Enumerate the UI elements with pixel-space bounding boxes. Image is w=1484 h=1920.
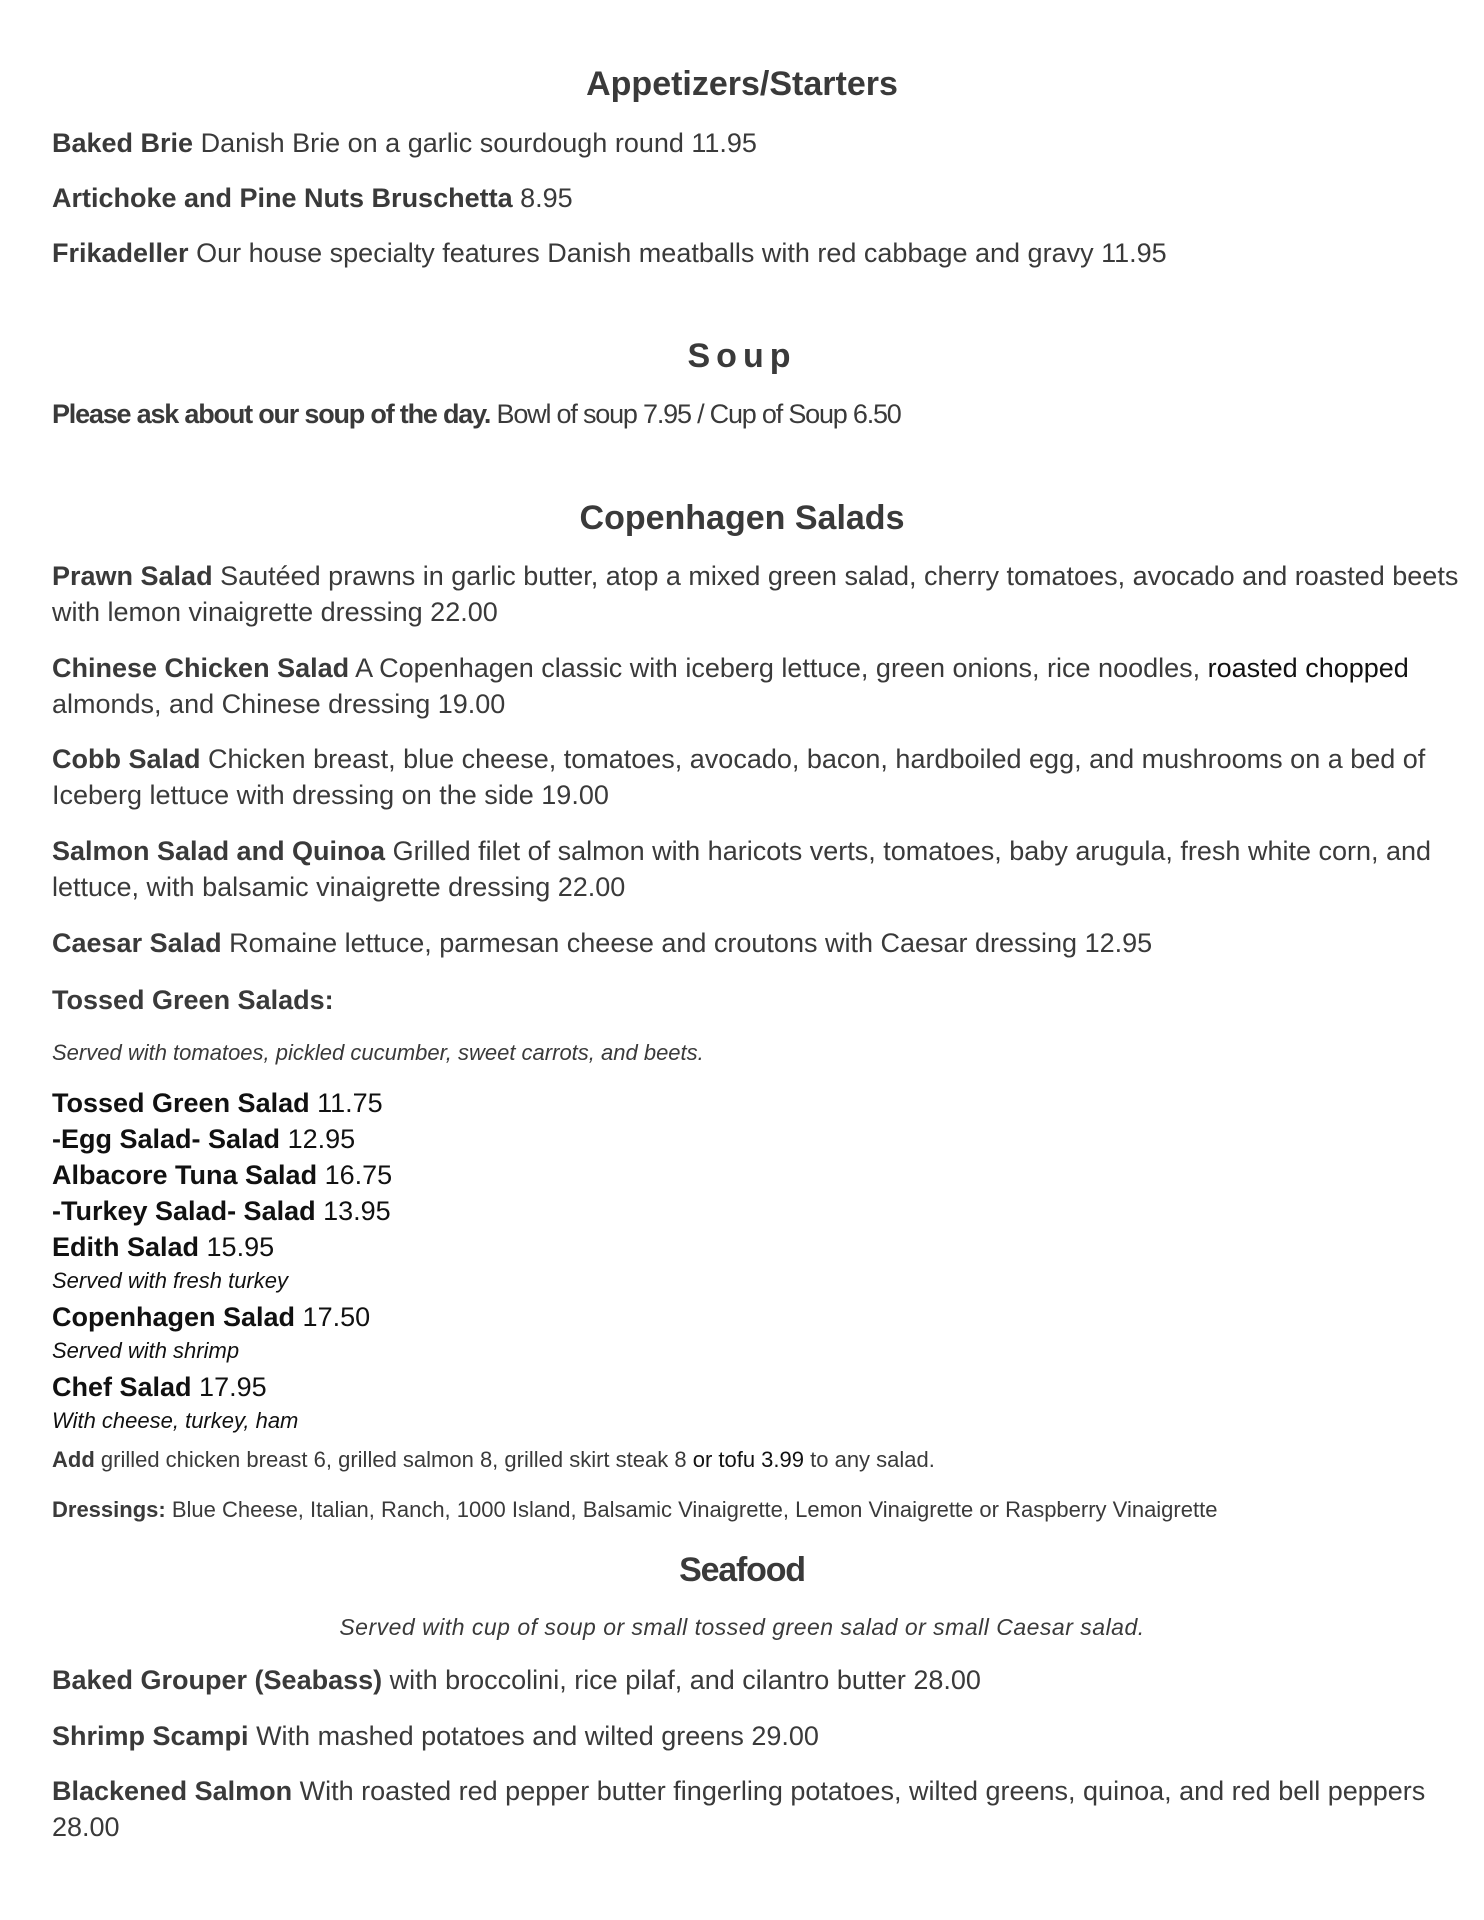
item-desc: almonds, and Chinese dressing 19.00	[52, 689, 506, 719]
item-name: Prawn Salad	[52, 561, 213, 591]
seafood-heading: Seafood	[679, 1551, 805, 1589]
item-price: 17.95	[191, 1372, 267, 1402]
item-name: Shrimp Scampi	[52, 1721, 249, 1751]
item-desc: With mashed potatoes and wilted greens 29.00	[248, 1721, 819, 1751]
appetizers-heading: Appetizers/Starters	[586, 65, 898, 103]
item-name: Chef Salad	[52, 1372, 192, 1402]
tossed-item	[52, 1157, 1452, 1193]
dressings-list: Blue Cheese, Italian, Ranch, 1000 Island, Balsamic Vinaigrette, Lemon Vinaigrette or Raspberry Vinaigrette	[165, 1497, 1218, 1522]
add-tofu: or tofu 3.99	[692, 1447, 805, 1472]
tossed-item	[52, 1229, 1452, 1265]
item-name: Edith Salad	[52, 1232, 200, 1262]
item-desc: with lemon vinaigrette dressing 22.00	[52, 597, 498, 627]
item-name: Chinese Chicken Salad	[52, 653, 350, 683]
item-desc: 28.00	[52, 1812, 120, 1842]
item-price: 15.95	[199, 1232, 275, 1262]
item-name: Frikadeller	[52, 238, 189, 268]
item-desc: A Copenhagen classic with iceberg lettuce, green onions, rice noodles,	[349, 653, 1208, 683]
tossed-item	[52, 1121, 1452, 1157]
seafood-item	[52, 1662, 1452, 1698]
item-desc: lettuce, with balsamic vinaigrette dressing 22.00	[52, 872, 626, 902]
seafood-item	[52, 1718, 1452, 1754]
salad-item-cont	[52, 594, 1452, 630]
item-name: Blackened Salmon	[52, 1776, 293, 1806]
salad-item	[52, 650, 1452, 686]
item-desc: Romaine lettuce, parmesan cheese and croutons with Caesar dressing 12.95	[221, 928, 1153, 958]
item-desc: with broccolini, rice pilaf, and cilantro butter 28.00	[382, 1665, 981, 1695]
add-label: Add	[52, 1447, 95, 1472]
salad-item-cont	[52, 869, 1452, 905]
tossed-item	[52, 1299, 1452, 1335]
item-price: 17.50	[295, 1302, 371, 1332]
soup-prices: Bowl of soup 7.95 / Cup of Soup 6.50	[490, 399, 901, 429]
soup-heading: Soup	[687, 337, 797, 375]
salads-heading: Copenhagen Salads	[579, 499, 905, 537]
item-name: Copenhagen Salad	[52, 1302, 296, 1332]
dressings-label: Dressings:	[52, 1497, 166, 1522]
appetizer-item	[52, 180, 1452, 216]
tossed-item	[52, 1369, 1452, 1405]
item-name: Tossed Green Salad	[52, 1088, 310, 1118]
tossed-heading-text: Tossed Green Salads:	[52, 985, 334, 1015]
item-name: -Turkey Salad- Salad	[52, 1196, 316, 1226]
item-name: Baked Grouper (Seabass)	[52, 1665, 383, 1695]
item-desc: With roasted red pepper butter fingerling potatoes, wilted greens, quinoa, and red bell peppers	[292, 1776, 1426, 1806]
item-name: Salmon Salad and Quinoa	[52, 836, 386, 866]
item-desc: Danish Brie on a garlic sourdough round 11.95	[193, 128, 757, 158]
item-desc: Chicken breast, blue cheese, tomatoes, avocado, bacon, hardboiled egg, and mushrooms on a bed of	[200, 744, 1426, 774]
item-price: 16.75	[317, 1160, 393, 1190]
seafood-note: Served with cup of soup or small tossed green salad or small Caesar salad.	[339, 1614, 1145, 1640]
item-name: -Egg Salad- Salad	[52, 1124, 281, 1154]
add-end: to any salad.	[804, 1447, 935, 1472]
dressings-note	[52, 1495, 1452, 1525]
item-desc: Grilled filet of salmon with haricots verts, tomatoes, baby arugula, fresh white corn, and	[385, 836, 1432, 866]
item-name: Caesar Salad	[52, 928, 222, 958]
salad-item	[52, 741, 1452, 777]
add-protein-note	[52, 1445, 1452, 1475]
item-desc: Iceberg lettuce with dressing on the side 19.00	[52, 780, 609, 810]
item-desc: Sautéed prawns in garlic butter, atop a mixed green salad, cherry tomatoes, avocado and roasted beets	[212, 561, 1459, 591]
salad-item	[52, 558, 1459, 594]
tossed-item-sub: With cheese, turkey, ham	[52, 1408, 299, 1433]
soup-note-bold: Please ask about our soup of the day.	[52, 399, 491, 429]
item-desc: 8.95	[512, 183, 573, 213]
tossed-item	[52, 1085, 1452, 1121]
tossed-item-sub: Served with shrimp	[52, 1338, 240, 1363]
salad-item	[52, 925, 1452, 961]
tossed-item-sub: Served with fresh turkey	[52, 1268, 288, 1293]
soup-note	[52, 396, 1452, 432]
tossed-item	[52, 1193, 1452, 1229]
tossed-salads-note: Served with tomatoes, pickled cucumber, sweet carrots, and beets.	[52, 1040, 704, 1065]
appetizer-item	[52, 125, 1452, 161]
item-price: 13.95	[315, 1196, 391, 1226]
seafood-item-cont	[52, 1809, 1452, 1845]
item-name: Cobb Salad	[52, 744, 201, 774]
item-name: Baked Brie	[52, 128, 194, 158]
salad-item-cont	[52, 686, 1452, 722]
salad-item	[52, 833, 1452, 869]
item-desc-dark: roasted chopped	[1207, 653, 1409, 683]
item-name: Artichoke and Pine Nuts Bruschetta	[52, 183, 513, 213]
item-name: Albacore Tuna Salad	[52, 1160, 318, 1190]
add-text: grilled chicken breast 6, grilled salmon 8, grilled skirt steak 8	[94, 1447, 693, 1472]
seafood-item	[52, 1773, 1452, 1809]
tossed-salads-heading	[52, 982, 1452, 1018]
item-price: 12.95	[280, 1124, 356, 1154]
item-desc: Our house specialty features Danish meatballs with red cabbage and gravy 11.95	[188, 238, 1167, 268]
appetizer-item	[52, 235, 1452, 271]
salad-item-cont	[52, 777, 1452, 813]
item-price: 11.75	[309, 1088, 383, 1118]
